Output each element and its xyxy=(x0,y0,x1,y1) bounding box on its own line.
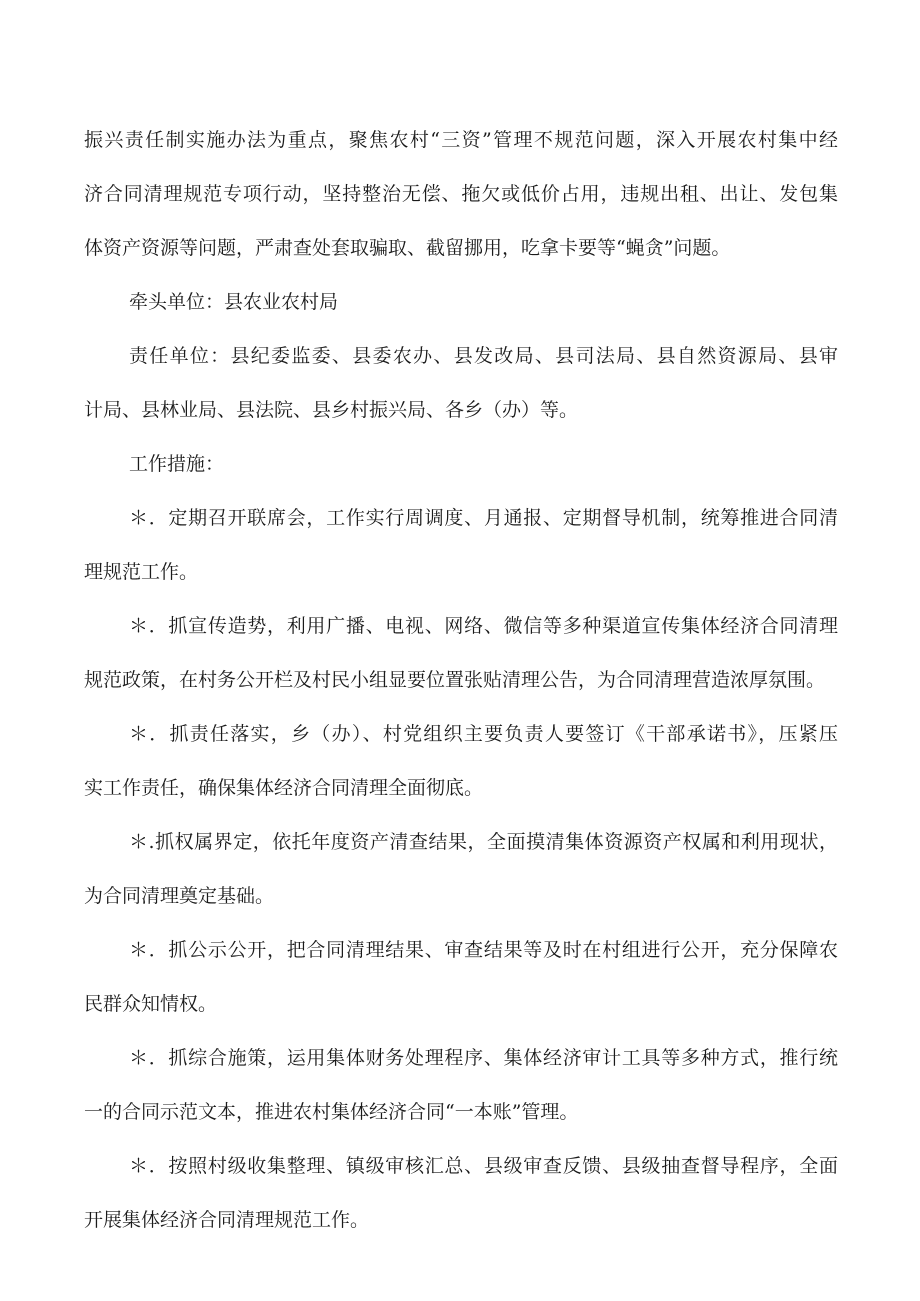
paragraph-line: 责任单位：县纪委监委、县委农办、县发改局、县司法局、县自然资源局、县审 xyxy=(129,345,838,367)
lead-unit-line: 牵头单位：县农业农村局 xyxy=(129,291,339,313)
measure-item xyxy=(84,823,838,931)
measure-item xyxy=(84,715,838,823)
measure-item xyxy=(84,499,838,607)
measure-item xyxy=(84,1147,838,1255)
paragraph-line: ＊．定期召开联席会，工作实行周调度、月通报、定期督导机制，统筹推进合同清 xyxy=(129,507,838,529)
paragraph-line: ＊．抓综合施策，运用集体财务处理程序、集体经济审计工具等多种方式，推行统 xyxy=(129,1047,838,1069)
paragraph-line: ＊．按照村级收集整理、镇级审核汇总、县级审查反馈、县级抽查督导程序，全面 xyxy=(129,1155,838,1177)
paragraph-line: 振兴责任制实施办法为重点，聚焦农村“三资”管理不规范问题，深入开展农村集中经 xyxy=(84,129,838,151)
paragraph-line: 理规范工作。 xyxy=(84,561,199,583)
paragraph-line: 开展集体经济合同清理规范工作。 xyxy=(84,1209,370,1231)
paragraph-line: 济合同清理规范专项行动，坚持整治无偿、拖欠或低价占用，违规出租、出让、发包集 xyxy=(84,183,838,205)
paragraph-line: 一的合同示范文本，推进农村集体经济合同“一本账”管理。 xyxy=(84,1101,579,1123)
measure-item xyxy=(84,1039,838,1147)
measure-item xyxy=(84,607,838,715)
paragraph-line: ＊．抓宣传造势，利用广播、电视、网络、微信等多种渠道宣传集体经济合同清理 xyxy=(129,615,838,637)
measures-heading: 工作措施： xyxy=(129,453,225,475)
paragraph-line: 体资产资源等问题，严肃查处套取骗取、截留挪用，吃拿卡要等“蝇贪”问题。 xyxy=(84,237,731,259)
paragraph-intro xyxy=(84,121,838,283)
paragraph-line: 规范政策，在村务公开栏及村民小组显要位置张贴清理公告，为合同清理营造浓厚氛围。 xyxy=(84,669,826,691)
responsible-units-paragraph xyxy=(84,337,838,445)
document-body xyxy=(84,121,838,1255)
paragraph-line: ＊.抓权属界定，依托年度资产清查结果，全面摸清集体资源资产权属和利用现状， xyxy=(129,831,838,853)
paragraph-line: 为合同清理奠定基础。 xyxy=(84,885,275,907)
paragraph-line: 民群众知情权。 xyxy=(84,993,218,1015)
paragraph-line: 实工作责任，确保集体经济合同清理全面彻底。 xyxy=(84,777,484,799)
paragraph-line: 计局、县林业局、县法院、县乡村振兴局、各乡（办）等。 xyxy=(84,399,579,421)
paragraph-line: ＊．抓责任落实，乡（办）、村党组织主要负责人要签订《干部承诺书》，压紧压 xyxy=(129,723,838,745)
paragraph-line: ＊．抓公示公开，把合同清理结果、审查结果等及时在村组进行公开，充分保障农 xyxy=(129,939,838,961)
measure-item xyxy=(84,931,838,1039)
